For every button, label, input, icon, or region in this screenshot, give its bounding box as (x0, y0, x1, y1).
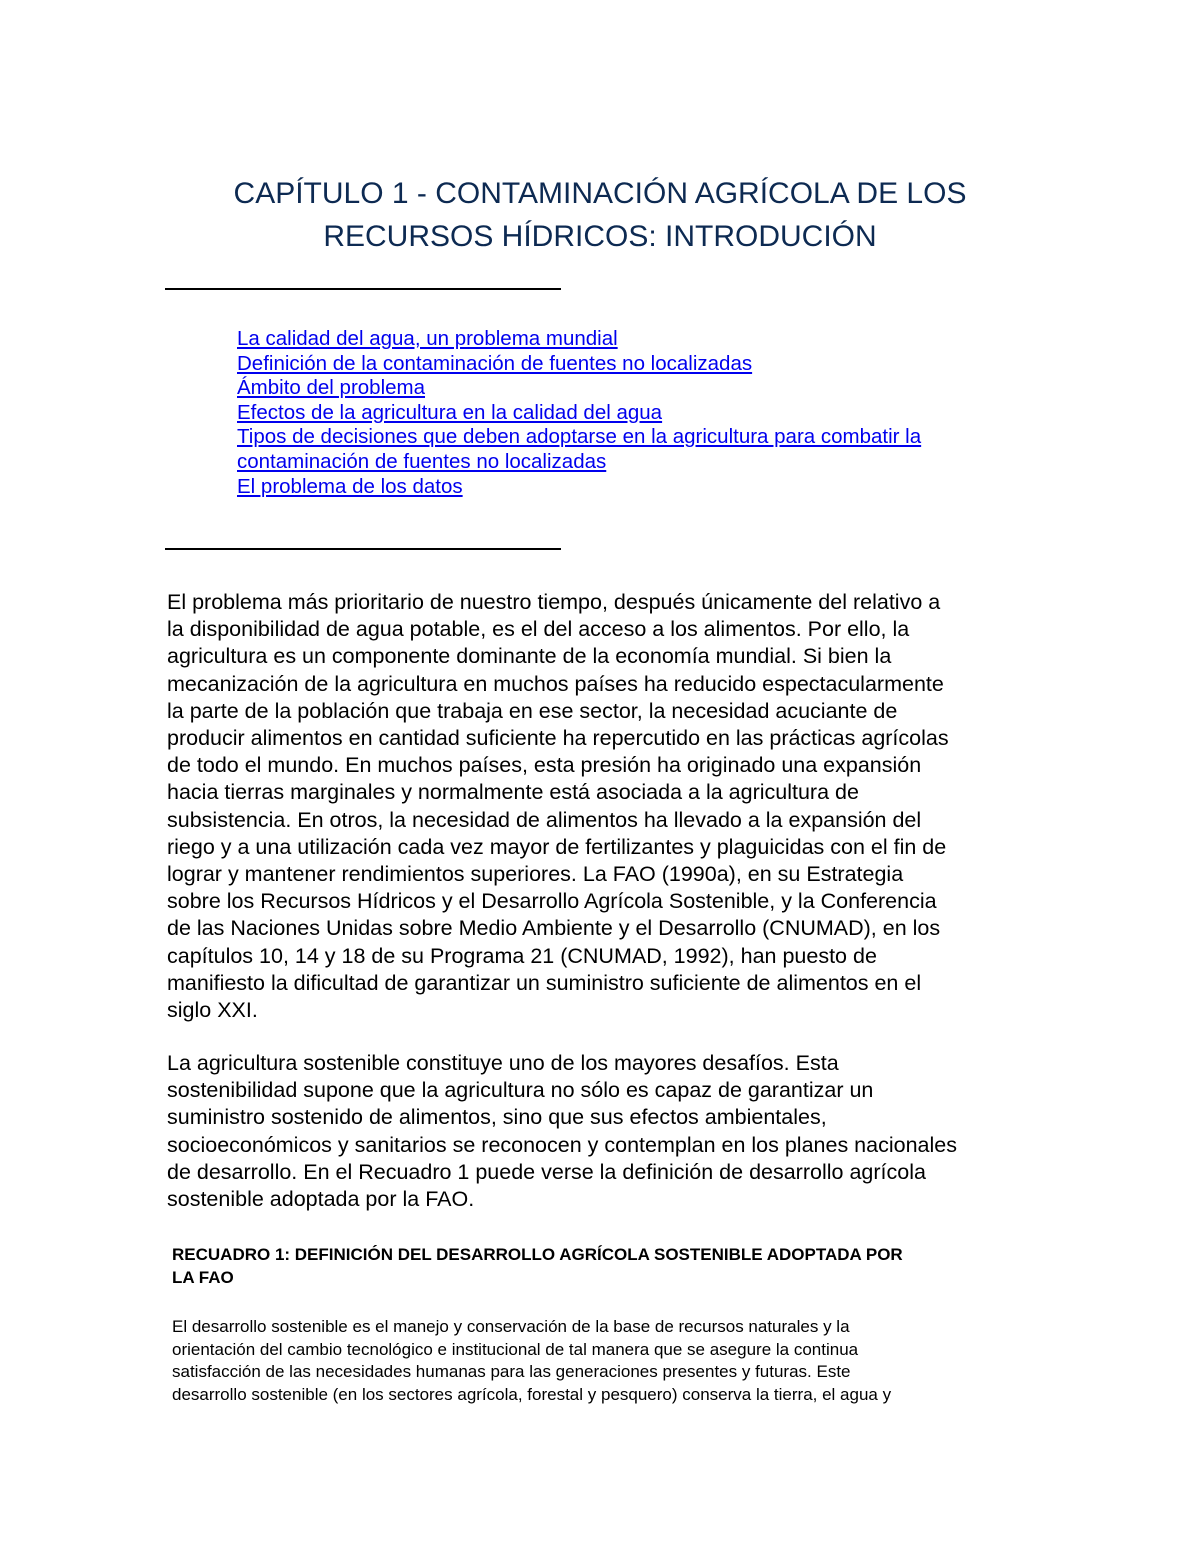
text-line: mecanización de la agricultura en muchos países ha reducido espectacularmente (167, 671, 944, 696)
box-body (172, 1316, 891, 1406)
text-line: sostenibilidad supone que la agricultura no sólo es capaz de garantizar un (167, 1078, 874, 1103)
divider-top (165, 288, 561, 290)
chapter-title-line: CAPÍTULO 1 - CONTAMINACIÓN AGRÍCOLA DE LOS (233, 177, 967, 210)
text-line: de desarrollo. En el Recuadro 1 puede verse la definición de desarrollo agrícola (167, 1159, 926, 1184)
box-heading-line: RECUADRO 1: DEFINICIÓN DEL DESARROLLO AGRÍCOLA SOSTENIBLE ADOPTADA POR (172, 1245, 903, 1264)
text-line: la disponibilidad de agua potable, es el del acceso a los alimentos. Por ello, la (167, 617, 910, 642)
divider-bottom (165, 548, 561, 550)
text-line: capítulos 10, 14 y 18 de su Programa 21 (CNUMAD, 1992), han puesto de (167, 943, 877, 968)
text-line: socioeconómicos y sanitarios se reconocen y contemplan en los planes nacionales (167, 1132, 957, 1157)
toc-link-ambito[interactable]: Ámbito del problema (237, 376, 426, 400)
text-line: subsistencia. En otros, la necesidad de alimentos ha llevado a la expansión del (167, 807, 922, 832)
table-of-contents (237, 327, 921, 499)
text-line: El problema más prioritario de nuestro tiempo, después únicamente del relativo a (167, 590, 941, 614)
text-line: agricultura es un componente dominante de la economía mundial. Si bien la (167, 644, 892, 669)
text-line: de las Naciones Unidas sobre Medio Ambiente y el Desarrollo (CNUMAD), en los (167, 916, 941, 941)
text-line: siglo XXI. (167, 998, 258, 1023)
text-line: lograr y mantener rendimientos superiores. La FAO (1990a), en su Estrategia (167, 862, 904, 887)
toc-link-datos[interactable]: El problema de los datos (237, 474, 463, 498)
text-line: La agricultura sostenible constituye uno de los mayores desafíos. Esta (167, 1051, 839, 1075)
text-line: orientación del cambio tecnológico e institucional de tal manera que se asegure la continua (172, 1339, 859, 1359)
text-line: de todo el mundo. En muchos países, esta presión ha originado una expansión (167, 753, 922, 778)
text-line: sobre los Recursos Hídricos y el Desarrollo Agrícola Sostenible, y la Conferencia (167, 889, 937, 914)
chapter-title-line: RECURSOS HÍDRICOS: INTRODUCIÓN (323, 220, 877, 253)
toc-link-calidad-agua[interactable]: La calidad del agua, un problema mundial (237, 327, 618, 350)
paragraph-2 (167, 1050, 957, 1213)
toc-link-tipos-decisiones[interactable]: Tipos de decisiones que deben adoptarse en la agricultura para combatir la (237, 425, 922, 449)
text-line: suministro sostenido de alimentos, sino que sus efectos ambientales, (167, 1105, 827, 1130)
text-line: sostenible adoptada por la FAO. (167, 1187, 475, 1212)
toc-link-definicion[interactable]: Definición de la contaminación de fuentes no localizadas (237, 351, 753, 375)
text-line: satisfacción de las necesidades humanas para las generaciones presentes y futuras. Este (172, 1362, 851, 1382)
toc-link-tipos-decisiones-cont[interactable]: contaminación de fuentes no localizadas (237, 449, 607, 473)
text-line: desarrollo sostenible (en los sectores agrícola, forestal y pesquero) conserva la tierra, el agua y (172, 1384, 892, 1404)
text-line: producir alimentos en cantidad suficiente ha repercutido en las prácticas agrícolas (167, 726, 949, 751)
toc-link-efectos[interactable]: Efectos de la agricultura en la calidad del agua (237, 400, 663, 424)
chapter-title (0, 172, 1200, 258)
text-line: manifiesto la dificultad de garantizar un suministro suficiente de alimentos en el (167, 970, 922, 995)
text-line: El desarrollo sostenible es el manejo y conservación de la base de recursos naturales y la (172, 1317, 850, 1336)
box-heading (172, 1243, 903, 1289)
text-line: hacia tierras marginales y normalmente está asociada a la agricultura de (167, 780, 859, 805)
text-line: riego y a una utilización cada vez mayor de fertilizantes y plaguicidas con el fin de (167, 834, 947, 859)
box-heading-line: LA FAO (172, 1268, 234, 1287)
paragraph-1 (167, 589, 949, 1024)
text-line: la parte de la población que trabaja en ese sector, la necesidad acuciante de (167, 698, 898, 723)
